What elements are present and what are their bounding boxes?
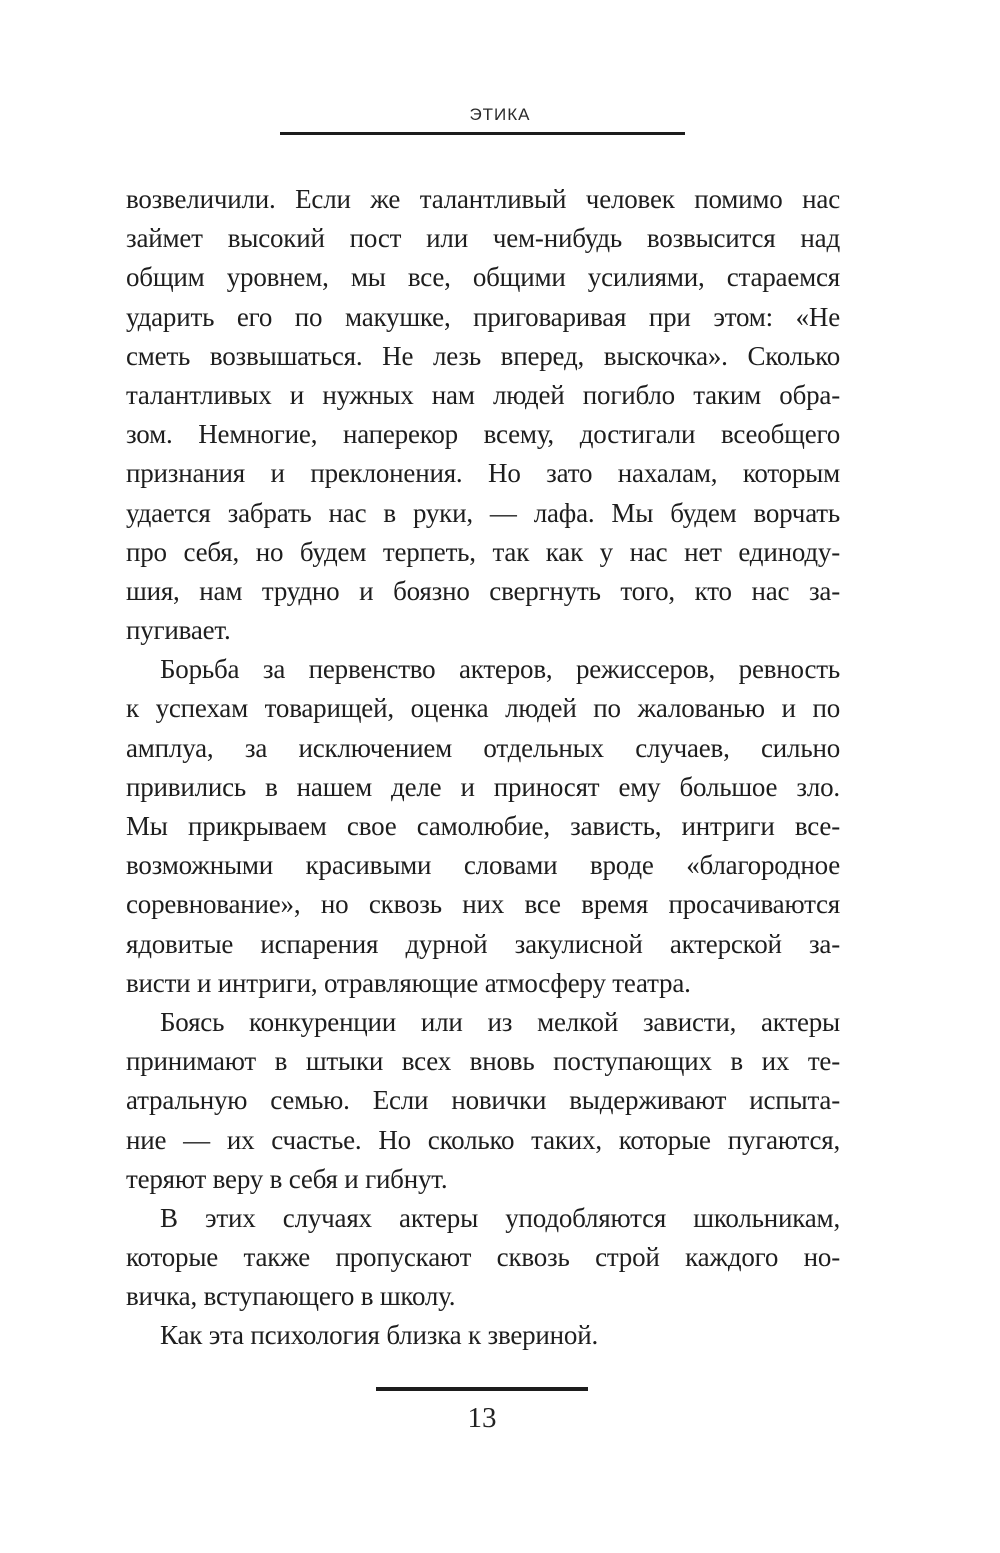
page-number: 13 xyxy=(467,1402,497,1434)
text-line: амплуа, за исключением отдельных случаев, сильно xyxy=(126,732,840,763)
text-line: вичка, вступающего в школу. xyxy=(126,1281,456,1312)
text-line: теряют веру в себя и гибнут. xyxy=(126,1163,448,1194)
text-line: возвеличили. Если же талантливый человек помимо нас xyxy=(126,184,840,214)
text-line: сметь возвышаться. Не лезь вперед, выскочка». Сколько xyxy=(126,340,840,371)
text-line: талантливых и нужных нам людей погибло таким обра- xyxy=(126,379,840,410)
text-line: принимают в штыки всех вновь поступающих в их те- xyxy=(126,1046,840,1077)
text-line: признания и преклонения. Но зато нахалам, которым xyxy=(126,458,840,489)
paragraph xyxy=(126,1316,840,1355)
text-line: которые также пропускают сквозь строй каждого но- xyxy=(126,1242,840,1273)
text-line: ударить его по макушке, приговаривая при этом: «Не xyxy=(126,301,840,332)
text-line: Боясь конкуренции или из мелкой зависти, актеры xyxy=(160,1006,840,1037)
text-line: зом. Немногие, наперекор всему, достигали всеобщего xyxy=(126,419,840,450)
text-line: атральную семью. Если новички выдерживают испыта- xyxy=(126,1085,840,1116)
text-line: Мы прикрываем свое самолюбие, зависть, интриги все- xyxy=(126,811,840,841)
text-line: висти и интриги, отравляющие атмосферу театра. xyxy=(126,967,691,998)
text-line: удается забрать нас в руки, — лафа. Мы будем ворчать xyxy=(126,497,840,528)
header-divider xyxy=(280,132,685,135)
text-line: займет высокий пост или чем-нибудь возвысится над xyxy=(126,223,840,254)
text-line: общим уровнем, мы все, общими усилиями, стараемся xyxy=(126,262,840,293)
text-line: Борьба за первенство актеров, режиссеров, ревность xyxy=(160,654,840,685)
paragraph xyxy=(126,1003,840,1199)
running-header: ЭТИКА xyxy=(469,105,531,124)
text-line: соревнование», но сквозь них все время просачиваются xyxy=(126,889,840,920)
text-line: ядовитые испарения дурной закулисной актерской за- xyxy=(126,928,840,959)
text-line: шия, нам трудно и боязно свергнуть того, кто нас за- xyxy=(126,575,840,606)
paragraph xyxy=(126,1199,840,1317)
text-line: про себя, но будем терпеть, так как у нас нет единоду- xyxy=(126,536,840,567)
text-line: ние — их счастье. Но сколько таких, которые пугаются, xyxy=(126,1124,840,1155)
text-line: возможными красивыми словами вроде «благородное xyxy=(126,850,840,881)
paragraph xyxy=(126,180,840,650)
text-line: пугивает. xyxy=(126,615,231,646)
footer-divider xyxy=(376,1387,588,1391)
page-body xyxy=(126,180,840,1356)
text-line: к успехам товарищей, оценка людей по жалованью и по xyxy=(126,693,840,724)
text-line: Как эта психология близка к звериной. xyxy=(160,1320,599,1351)
text-line: привились в нашем деле и приносят ему большое зло. xyxy=(126,771,840,802)
paragraph xyxy=(126,650,840,1003)
text-line: В этих случаях актеры уподобляются школьникам, xyxy=(160,1202,840,1233)
